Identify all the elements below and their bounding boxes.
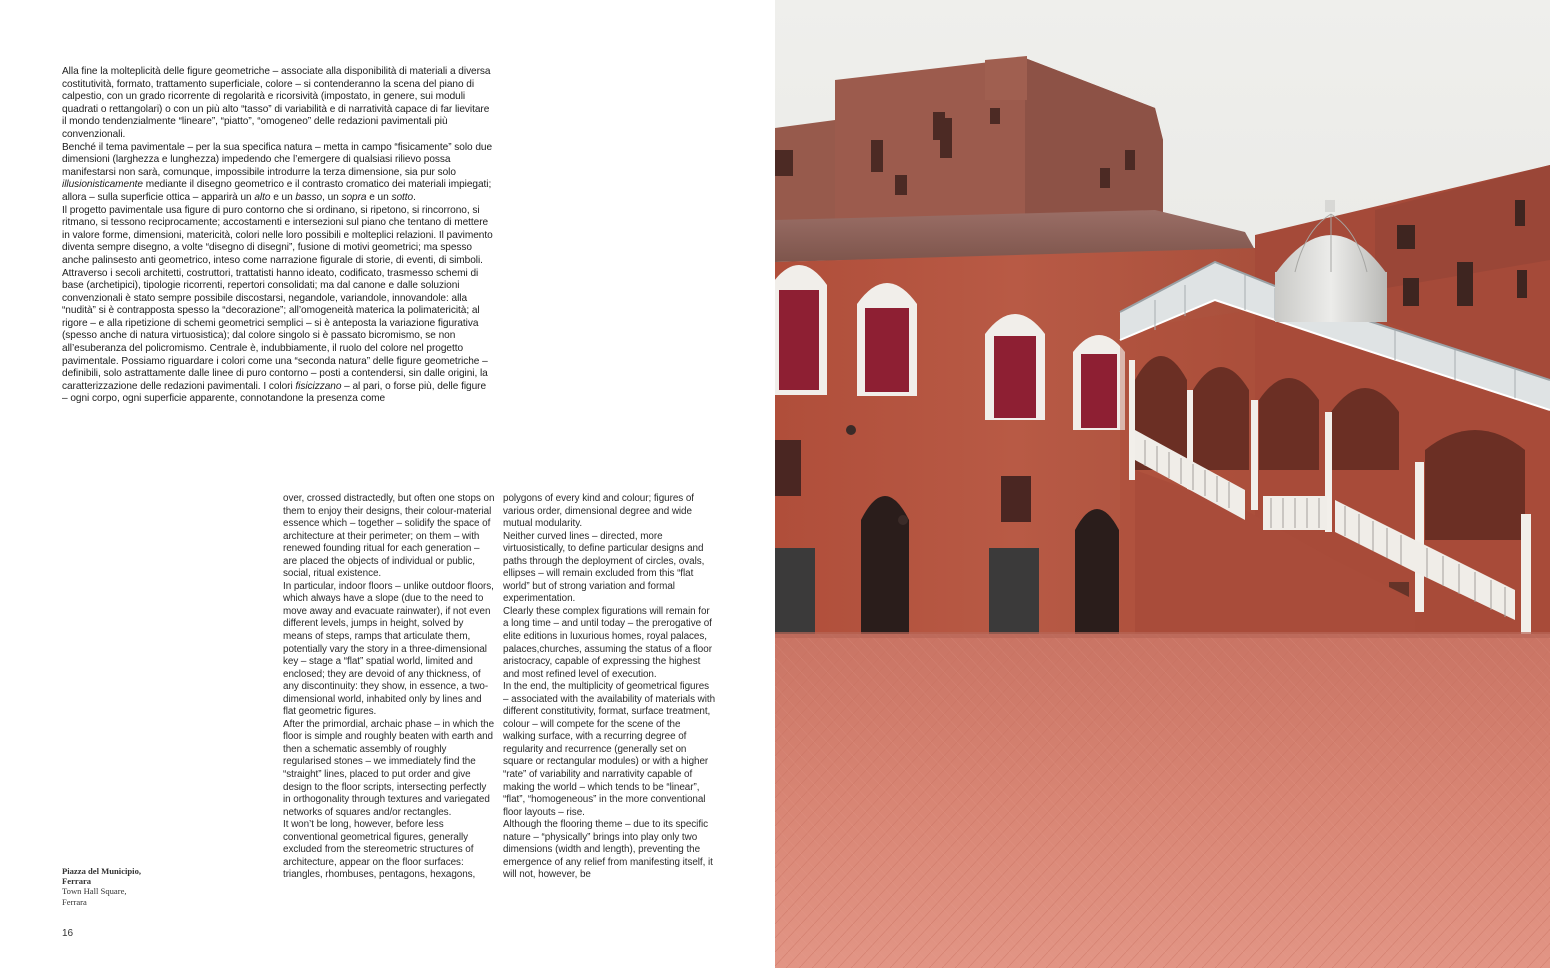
italian-paragraph: Attraverso i secoli architetti, costruttori, trattatisti hanno ideato, codificato, trasmesso schemi di base (archetipici), tipologie ricorrenti, repertori consolidati; ma dal canone e dalle soluzioni convenzionali è stato sempre possibile discostarsi, negandole, variandole, innovandole: alla “nudità” si è contrapposta spesso la “decorazione”; all’omogeneità materica la polimatericità; al rigore – e alla ripetizione di schemi geometrici semplici – si è anteposta la variazione figurativa (spesso anche di natura virtuosistica); dal colore singolo si è passato bicromismo, se non all’esuberanza del policromismo. Centrale è, indubbiamente, il ruolo del colore nel progetto pavimentale. Possiamo riguardare i colori come una “seconda natura” delle figure geometriche – definibili, solo astrattamente dalle linee di puro contorno – posti a contendersi, sin dalle origini, la caratterizzazione delle redazioni pavimentali. I colori fisicizzano – al pari, o forse più, delle figure – ogni corpo, ogni superficie apparente, connotandone la presenza come: [62, 267, 488, 405]
english-paragraph: Although the flooring theme – due to its specific nature – “physically” brings into play only two dimensions (width and length), preventing the emergence of any relief from manifesting itself, it will not, however, be: [503, 819, 713, 881]
photo-caption: [62, 866, 182, 907]
italian-paragraph: Alla fine la molteplicità delle figure geometriche – associate alla disponibilità di materiali a diversa costitutività, formato, trattamento superficiale, colore – si contenderanno la scena del piano di calpestio, con un grado ricorrente di regolarità e ricorsività (impostato, in genere, sui moduli quadrati o rettangolari) o con un più alto “tasso” di variabilità e di narratività capace di far lievitare il mondo tendenzialmente “lineare”, “piatto”, “omogeneo” delle redazioni pavimentali più convenzionali.: [62, 66, 491, 140]
english-paragraph: polygons of every kind and colour; figures of various order, dimensional degree and wide mutual modularity.: [503, 493, 694, 530]
english-paragraph: After the primordial, archaic phase – in which the floor is simple and roughly beaten with earth and then a schematic assembly of roughly regularised stones – we immediately find the “straight” lines, placed to put order and give design to the floor scripts, intersecting perfectly in orthogonality through textures and variegated networks of squares and/or rectangles.: [283, 718, 495, 818]
english-paragraph: In particular, indoor floors – unlike outdoor floors, which always have a slope (due to the need to move away and evacuate rainwater), if not even different levels, jumps in height, solved by means of steps, ramps that articulate them, potentially vary the story in a three-dimensional key – stage a “flat” spatial world, limited and enclosed; they are devoid of any thickness, of any discontinuity: they show, in essence, a two-dimensional world, inhabited only by lines and flat geometric figures.: [283, 580, 494, 718]
town-hall-square-photo: [775, 0, 1550, 968]
caption-english-line-2: Ferrara: [62, 896, 87, 907]
english-paragraph: over, crossed distractedly, but often one stops on them to enjoy their designs, their colour-material essence which – together – solidify the space of architecture at their perimeter; on them – with renewed founding ritual for each generation – are placed the objects of individual or public, social, ritual existence.: [283, 493, 495, 580]
caption-italian-line-2: Ferrara: [62, 876, 92, 887]
english-paragraph: It won’t be long, however, before less conventional geometrical figures, generally excluded from the stereometric structures of architecture, appear on the floor surfaces: triangles, rhombuses, pentagons, hexagons,: [283, 819, 476, 881]
italian-body-text: [62, 66, 494, 406]
italian-paragraph: Benché il tema pavimentale – per la sua specifica natura – metta in campo “fisicamente” solo due dimensioni (larghezza e lunghezza) impedendo che l’emergere di qualsiasi rilievo possa manifestarsi non sarà, comunque, impossibile introdurre la terza dimensione, sia pur solo illusionisticamente mediante il disegno geometrico e il contrasto cromatico dei materiali impiegati; allora – sulla superficie ottica – apparirà un alto e un basso, un sopra e un sotto.: [62, 141, 493, 203]
english-paragraph: Clearly these complex figurations will remain for a long time – and until today – the prerogative of elite editions in luxurious homes, royal palaces, palaces,churches, assuming the status of a floor aristocracy, capable of expressing the highest and most refined level of execution.: [503, 605, 712, 680]
english-column-2: [503, 493, 715, 882]
page-number: 16: [62, 928, 74, 939]
caption-english-line-1: Town Hall Square,: [62, 886, 127, 897]
english-paragraph: Neither curved lines – directed, more virtuosistically, to define particular designs and paths through the deployment of circles, ovals, ellipses – will remain excluded from this “flat world” but of strong variation and formal experimentation.: [503, 530, 705, 605]
caption-italian-line-1: Piazza del Municipio,: [62, 866, 142, 876]
english-paragraph: In the end, the multiplicity of geometrical figures – associated with the availability of materials with different constitutivity, format, surface treatment, colour – will compete for the scene of the walking surface, with a recurring degree of regularity and recurrence (generally set on square or rectangular modules) or with a higher “rate” of variability and narrativity capable of making the world – which tends to be “linear”, “flat”, “homogeneous” in the more conventional floor layouts – rise.: [503, 681, 716, 818]
right-page: [775, 0, 1550, 968]
italian-paragraph: Il progetto pavimentale usa figure di puro contorno che si ordinano, si ripetono, si rincorrono, si ritmano, si tessono reciprocamente; accostamenti e intersezioni sul piano che tentano di mettere in valore forme, dimensioni, matericità, colori nelle loro possibili e molteplici relazioni. Il pavimento diventa sempre disegno, a volte “disegno di disegni”, fusione di motivi geometrici; ma spesso anche palinsesto anti geometrico, inteso come narrazione figurale di storie, di eventi, di simboli.: [62, 204, 493, 266]
english-column-1: [283, 493, 495, 882]
